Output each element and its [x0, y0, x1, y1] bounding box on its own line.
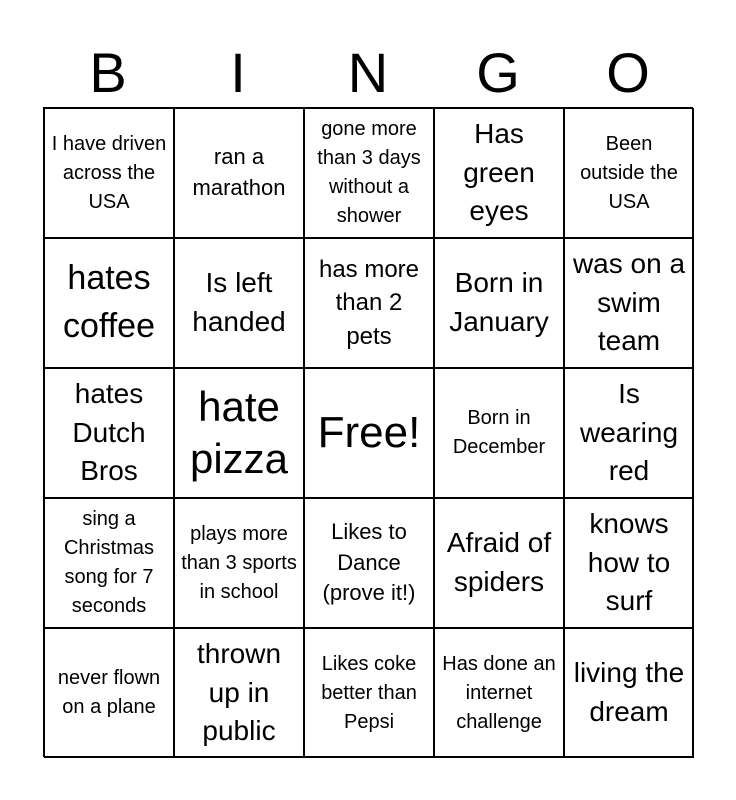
bingo-cell[interactable]: [174, 108, 304, 238]
cell-text: Likes to Dance (prove it!): [322, 518, 416, 606]
cell-text: Is left handed: [192, 267, 286, 337]
header-letter-i: I: [230, 41, 246, 104]
free-cell[interactable]: [304, 368, 434, 498]
cell-text: Been outside the USA: [580, 132, 678, 213]
bingo-header: [43, 38, 693, 108]
cell-text: hate pizza: [189, 382, 289, 482]
cell-text: ran a marathon: [192, 144, 286, 200]
bingo-cell[interactable]: [44, 498, 174, 628]
header-letter-n: N: [347, 41, 389, 104]
bingo-cell[interactable]: [304, 108, 434, 238]
bingo-cell[interactable]: [44, 108, 174, 238]
cell-text: has more than 2 pets: [318, 256, 420, 350]
cell-text: plays more than 3 sports in school: [181, 522, 297, 603]
bingo-cell[interactable]: [304, 238, 434, 368]
cell-text: never flown on a plane: [57, 667, 161, 718]
bingo-cell[interactable]: [564, 498, 694, 628]
cell-text: hates Dutch Bros: [72, 378, 146, 487]
cell-text: hates coffee: [62, 259, 155, 345]
header-letter-b: B: [89, 41, 127, 104]
bingo-cell[interactable]: [564, 628, 694, 758]
bingo-cell[interactable]: [434, 368, 564, 498]
cell-text: sing a Christmas song for 7 seconds: [63, 508, 154, 617]
cell-text: Is wearing red: [579, 378, 679, 487]
bingo-board: [43, 107, 693, 757]
cell-text: living the dream: [573, 657, 685, 727]
bingo-cell[interactable]: [44, 238, 174, 368]
cell-text: Likes coke better than Pepsi: [321, 652, 417, 733]
cell-text: Born in January: [449, 267, 549, 337]
bingo-cell[interactable]: [174, 238, 304, 368]
cell-text: thrown up in public: [196, 638, 282, 747]
cell-text: Born in December: [452, 407, 546, 458]
bingo-cell[interactable]: [564, 108, 694, 238]
cell-text: knows how to surf: [587, 508, 671, 617]
bingo-cell[interactable]: [434, 628, 564, 758]
bingo-cell[interactable]: [434, 498, 564, 628]
bingo-cell[interactable]: [304, 498, 434, 628]
bingo-cell[interactable]: [174, 628, 304, 758]
cell-text: Free!: [317, 407, 421, 457]
cell-text: Has green eyes: [463, 118, 535, 227]
bingo-cell[interactable]: [434, 108, 564, 238]
cell-text: gone more than 3 days without a shower: [317, 118, 421, 227]
cell-text: Afraid of spiders: [446, 527, 552, 597]
cell-text: Has done an internet challenge: [442, 652, 556, 733]
header-letter-o: O: [606, 41, 650, 104]
bingo-cell[interactable]: [564, 238, 694, 368]
header-letter-g: G: [476, 41, 520, 104]
bingo-cell[interactable]: [44, 628, 174, 758]
bingo-cell[interactable]: [174, 498, 304, 628]
bingo-cell[interactable]: [174, 368, 304, 498]
bingo-cell[interactable]: [304, 628, 434, 758]
cell-text: was on a swim team: [572, 248, 686, 357]
bingo-cell[interactable]: [564, 368, 694, 498]
cell-text: I have driven across the USA: [51, 132, 167, 213]
bingo-cell[interactable]: [434, 238, 564, 368]
bingo-cell[interactable]: [44, 368, 174, 498]
